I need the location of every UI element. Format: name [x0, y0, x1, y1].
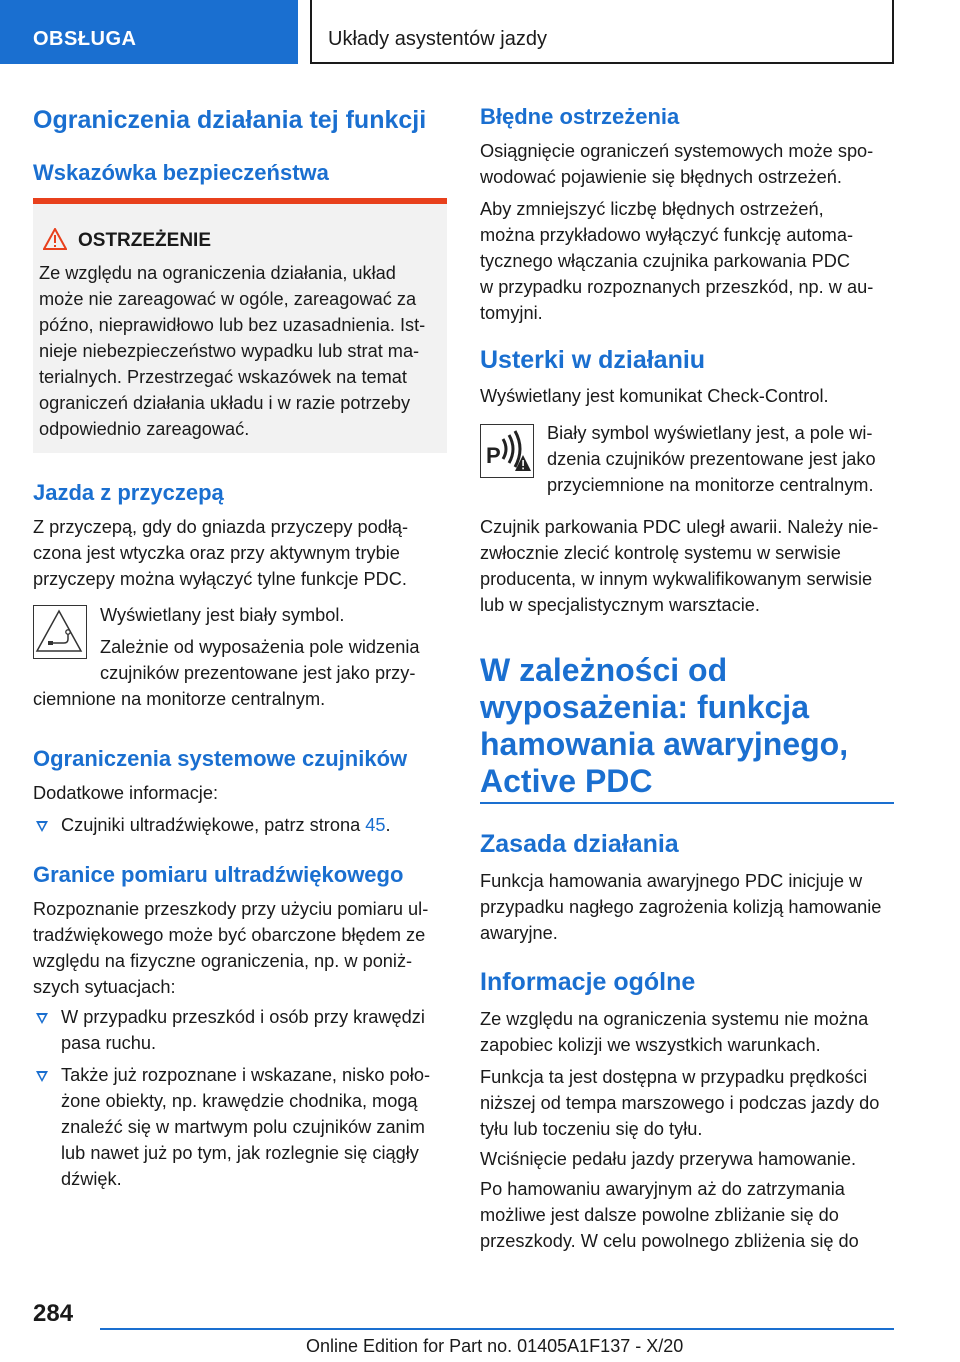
warning-triangle-icon [43, 228, 67, 250]
paragraph-faults-1: Wyświetlany jest komunikat Check-Control. [480, 386, 829, 406]
trailer-symbol-icon [33, 605, 87, 659]
paragraph-general-2: Funkcja ta jest dostępna w przypadku prędkości niższej od tempa marszowego i podczas jazdy do tyłu lub toczeniu się do tyłu. [480, 1067, 880, 1139]
chapter-title: Układy asystentów jazdy [328, 28, 547, 50]
bullet-sensors-suffix: . [385, 815, 391, 835]
heading-emergency-braking: W zależności od wyposażenia: funkcja hamowania awaryjnego, Active PDC [480, 652, 849, 799]
paragraph-trailer: Z przyczepą, gdy do gniazda przyczepy podłą- czona jest wtyczka oraz przy aktywnym trybie przyczepy można wyłączyć tylne funkcje PDC. [33, 517, 409, 589]
paragraph-faults-2: Czujnik parkowania PDC uległ awarii. Należy nie- zwłocznie zlecić kontrolę systemu w serwisie producenta, w innym wykwalifikowanym serwisie lub w specjalistycznym warsztacie. [480, 517, 879, 615]
warning-title: OSTRZEŻENIE [78, 230, 212, 251]
footer-edition: Online Edition for Part no. 01405A1F137 - X/20 [306, 1336, 684, 1356]
paragraph-principle: Funkcja hamowania awaryjnego PDC inicjuje w przypadku nagłego zagrożenia kolizją hamowanie awaryjne. [480, 871, 882, 943]
paragraph-additional: Dodatkowe informacje: [33, 783, 218, 803]
paragraph-false-2: Aby zmniejszyć liczbę błędnych ostrzeżeń, można przykładowo wyłączyć funkcję automa- tycznego włączania czujnika parkowania PDC w przypadku rozpoznanych przeszkód, np. w au- tomyjni. [480, 199, 874, 323]
warning-text: Ze względu na ograniczenia działania, układ może nie zareagować w ogóle, zareagować za późno, nieprawidłowo lub bez uzasadnienia. Ist- nieje niebezpieczeństwo wypadku lub strat ma- terialnych. Przestrzegać wskazówek na temat ograniczeń działania układu i w razie potrzeby odpowiednio zareagować. [39, 263, 426, 439]
paragraph-false-1: Osiągnięcie ograniczeń systemowych może spo- wodować pojawienie się błędnych ostrzeżeń. [480, 141, 874, 187]
heading-rule [480, 802, 894, 804]
paragraph-general-4: Po hamowaniu awaryjnym aż do zatrzymania możliwe jest dalsze powolne zbliżanie się do przeszkody. W celu powolnego zbliżenia się do [480, 1179, 859, 1251]
bullet-lane-edge: W przypadku przeszkód i osób przy krawędzi pasa ruchu. [33, 1004, 447, 1056]
page-link-45[interactable]: 45 [365, 815, 386, 835]
pdc-fault-icon-text: Biały symbol wyświetlany jest, a pole wi- dzenia czujników prezentowane jest jako przyciemnione na monitorze centralnym. [547, 423, 876, 495]
heading-ultrasonic: Granice pomiaru ultradźwiękowego [33, 862, 404, 887]
paragraph-ultrasonic: Rozpoznanie przeszkody przy użyciu pomiaru ul- tradźwiękowego może być obarczone błędem ze względu na fizyczne ograniczenia, np. w poniż- szych sytuacjach: [33, 899, 429, 997]
paragraph-general-3: Wciśnięcie pedału jazdy przerywa hamowanie. [480, 1149, 857, 1169]
heading-general: Informacje ogólne [480, 968, 696, 996]
pdc-fault-icon [480, 424, 534, 478]
bullet-sensors-text: Czujniki ultradźwiękowe, patrz strona [61, 815, 366, 835]
warning-box [33, 198, 447, 453]
heading-faults: Usterki w działaniu [480, 346, 706, 374]
section-label: OBSŁUGA [33, 28, 137, 50]
svg-text:P: P [486, 443, 501, 468]
heading-safety: Wskazówka bezpieczeństwa [33, 160, 329, 185]
heading-limits: Ograniczenia działania tej funkcji [33, 106, 427, 134]
bullet-sensors [33, 812, 447, 838]
heading-principle: Zasada działania [480, 830, 679, 858]
trailer-view-text: Zależnie od wyposażenia pole widzenia czujników prezentowane jest jako przy- [100, 637, 420, 683]
section-tab [0, 0, 298, 64]
trailer-symbol-text: Wyświetlany jest biały symbol. [100, 605, 345, 625]
trailer-view-text-cont: ciemnione na monitorze centralnym. [33, 689, 326, 709]
heading-false-warnings: Błędne ostrzeżenia [480, 104, 680, 129]
heading-trailer: Jazda z przyczepą [33, 480, 224, 505]
footer-rule [100, 1328, 894, 1330]
page-number: 284 [33, 1300, 74, 1327]
heading-sensor-limits: Ograniczenia systemowe czujników [33, 746, 408, 771]
bullet-low-objects: Także już rozpoznane i wskazane, nisko poło- żone obiekty, np. krawędzie chodnika, mogą znaleźć się w martwym polu czujników zanim lub nawet już po tym, jak rozlegnie się ciągły dźwięk. [33, 1062, 447, 1192]
chapter-header [310, 0, 894, 64]
paragraph-general-1: Ze względu na ograniczenia systemu nie można zapobiec kolizji we wszystkich warunkach. [480, 1009, 869, 1055]
